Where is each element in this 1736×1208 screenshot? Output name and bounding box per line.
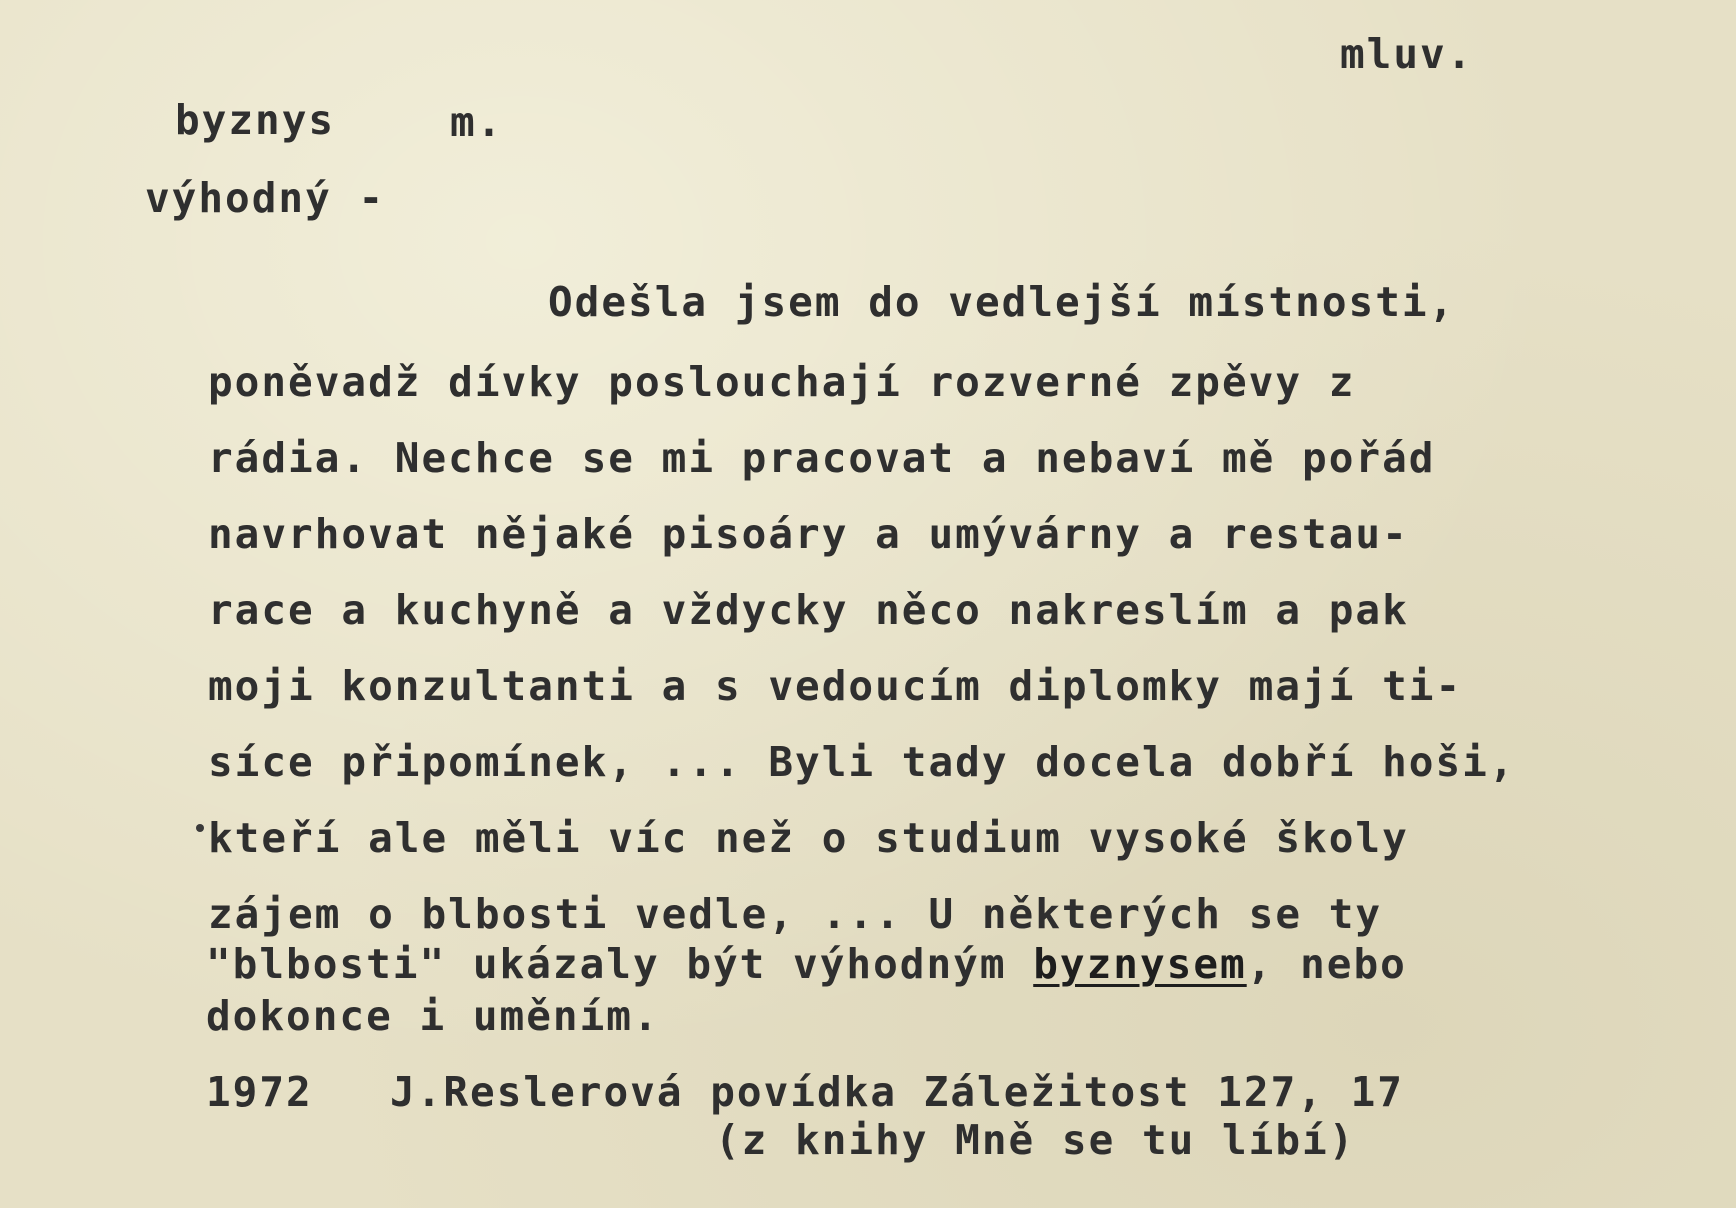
citation-line-4: navrhovat nějaké pisoáry a umývárny a restau- (208, 510, 1409, 558)
citation-line-10 (206, 940, 1407, 988)
source-book-note: (z knihy Mně se tu líbí) (715, 1116, 1356, 1164)
source-year: 1972 (206, 1068, 313, 1116)
citation-line-6: moji konzultanti a s vedoucím diplomky mají ti- (208, 662, 1463, 710)
gender-label: m. (450, 98, 504, 146)
highlighted-headword: byznysem (1033, 940, 1247, 988)
citation-line-2: poněvadž dívky poslouchají rozverné zpěvy z (208, 358, 1356, 406)
collocation: výhodný - (145, 174, 386, 222)
citation-line-3: rádia. Nechce se mi pracovat a nebaví mě pořád (208, 434, 1436, 482)
source-reference: J.Reslerová povídka Záležitost 127, 17 (390, 1068, 1404, 1116)
headword: byznys (175, 96, 336, 144)
citation-line-8: kteří ale měli víc než o studium vysoké školy (208, 814, 1409, 862)
citation-line-5: race a kuchyně a vždycky něco nakreslím a pak (208, 586, 1409, 634)
citation-last-line: dokonce i uměním. (206, 992, 660, 1040)
citation-line-9: zájem o blbosti vedle, ... U některých se ty (208, 890, 1383, 938)
style-label: mluv. (1340, 30, 1474, 78)
citation-line-10-start: "blbosti" ukázaly být výhodným (206, 940, 1034, 988)
citation-line-1: Odešla jsem do vedlejší místnosti, (548, 278, 1456, 326)
margin-dot (196, 824, 204, 832)
citation-line-7: síce připomínek, ... Byli tady docela dobří hoši, (208, 738, 1516, 786)
citation-line-10-end: , nebo (1246, 940, 1407, 988)
